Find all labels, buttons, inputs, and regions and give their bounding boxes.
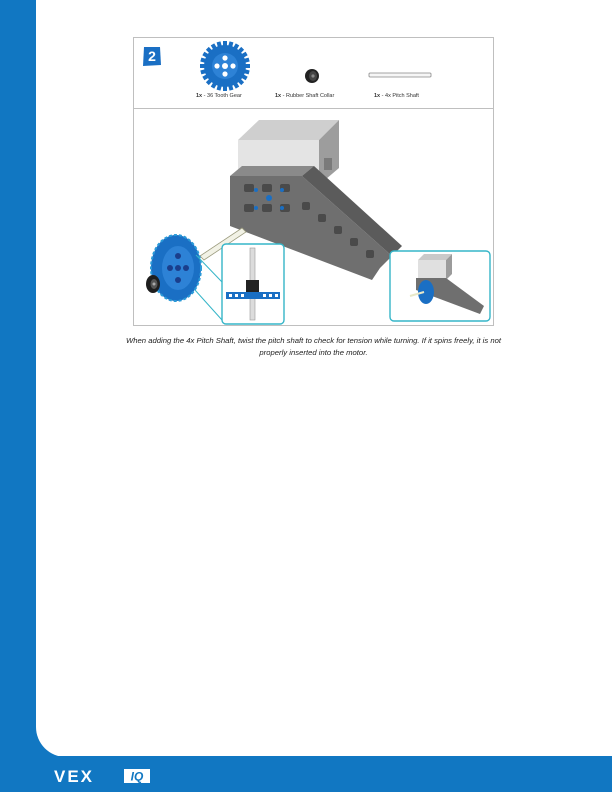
part-name: - 36 Tooth Gear xyxy=(203,93,242,99)
gear-icon xyxy=(200,41,250,91)
step-number-badge xyxy=(141,45,163,67)
logo-badge: IQ xyxy=(130,769,144,784)
part-qty: 1x xyxy=(196,93,203,99)
step-number: 2 xyxy=(148,48,156,64)
part-label-shaft xyxy=(374,93,419,99)
part-qty: 1x xyxy=(374,93,381,99)
assembly-illustration xyxy=(134,110,493,326)
parts-list xyxy=(134,38,493,109)
step-caption xyxy=(70,335,557,359)
part-label-collar xyxy=(275,93,334,99)
caption-line-2: properly inserted into the motor. xyxy=(259,348,368,357)
part-name: - 4x Pitch Shaft xyxy=(381,93,419,99)
caption-line-1: When adding the 4x Pitch Shaft, twist the pitch shaft to check for tension while turning. If it spins freely, it is not xyxy=(125,336,502,345)
shaft-collar-icon xyxy=(304,68,320,84)
page-side-bar xyxy=(0,0,36,792)
step-figure xyxy=(133,37,494,326)
pitch-shaft-icon xyxy=(368,71,432,79)
part-label-gear xyxy=(196,93,242,99)
inset-complete-view xyxy=(390,251,490,321)
page-corner-curve xyxy=(36,725,76,757)
part-qty: 1x xyxy=(275,93,282,99)
shaft-collar xyxy=(146,275,160,293)
logo-text: VEX xyxy=(54,767,95,786)
vex-iq-logo xyxy=(52,766,157,786)
part-name: - Rubber Shaft Collar xyxy=(282,93,335,99)
gear xyxy=(151,235,201,301)
